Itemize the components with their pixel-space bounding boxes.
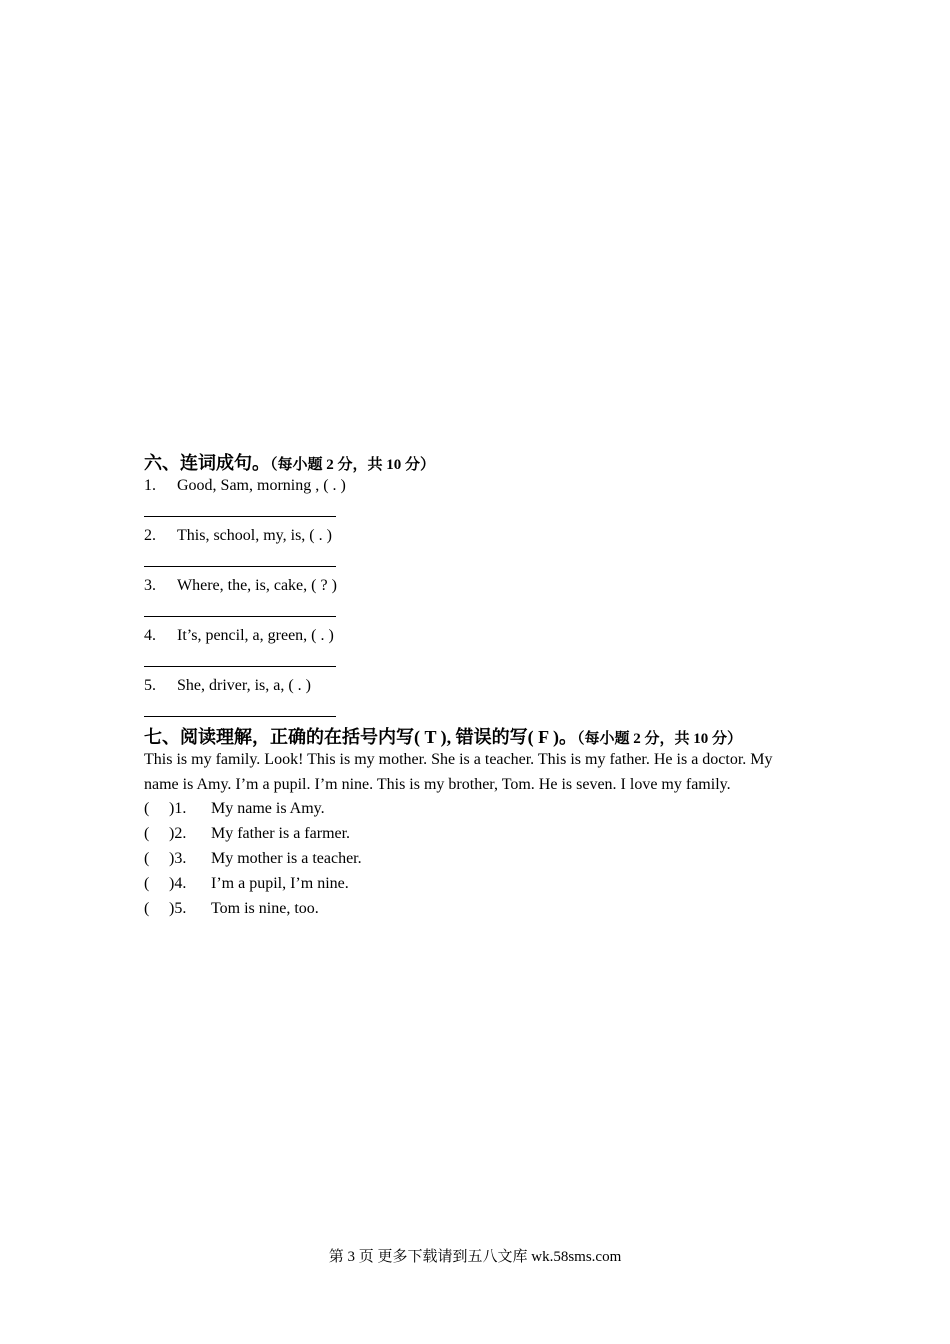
item-statement: Tom is nine, too. — [211, 900, 319, 917]
answer-paren: ( — [144, 875, 150, 892]
reading-passage — [144, 747, 814, 797]
section7-heading — [144, 723, 742, 749]
page-footer: 第 3 页 更多下载请到五八文库 wk.58sms.com — [328, 1249, 622, 1265]
passage-line-2: name is Amy. I’m a pupil. I’m nine. This is my brother, Tom. He is seven. I love my family. — [144, 776, 731, 793]
item-statement: My father is a farmer. — [211, 825, 351, 842]
item-statement: My name is Amy. — [211, 800, 325, 817]
item-words: This, school, my, is, ( . ) — [177, 527, 332, 544]
item-statement: I’m a pupil, I’m nine. — [211, 875, 349, 892]
answer-line — [144, 566, 336, 567]
item-number: )3. — [169, 850, 187, 867]
passage-line-1: This is my family. Look! This is my mother. She is a teacher. This is my father. He is a doctor. My — [144, 751, 773, 768]
section6-note: （每小题 2 分，共 10 分） — [270, 457, 436, 473]
section7-title: 七、阅读理解，正确的在括号内写( T ), 错误的写( F )。 — [144, 727, 577, 747]
item-number: )4. — [169, 875, 187, 892]
answer-line — [144, 516, 336, 517]
item-number: )2. — [169, 825, 187, 842]
item-number: )5. — [169, 900, 187, 917]
section6-title: 六、连词成句。 — [144, 453, 270, 473]
item-number: 3. — [144, 577, 156, 594]
item-number: 4. — [144, 627, 156, 644]
answer-paren: ( — [144, 850, 150, 867]
answer-paren: ( — [144, 825, 150, 842]
item-words: She, driver, is, a, ( . ) — [177, 677, 311, 694]
answer-line — [144, 666, 336, 667]
answer-line — [144, 616, 336, 617]
item-number: )1. — [169, 800, 187, 817]
item-words: It’s, pencil, a, green, ( . ) — [177, 627, 334, 644]
item-number: 2. — [144, 527, 156, 544]
item-words: Good, Sam, morning , ( . ) — [177, 477, 346, 494]
answer-line — [144, 716, 336, 717]
answer-paren: ( — [144, 800, 150, 817]
section7-note: （每小题 2 分，共 10 分） — [576, 731, 742, 747]
item-statement: My mother is a teacher. — [211, 850, 362, 867]
item-number: 1. — [144, 477, 156, 494]
answer-paren: ( — [144, 900, 150, 917]
section6-heading — [144, 449, 435, 475]
item-number: 5. — [144, 677, 156, 694]
item-words: Where, the, is, cake, ( ? ) — [177, 577, 337, 594]
